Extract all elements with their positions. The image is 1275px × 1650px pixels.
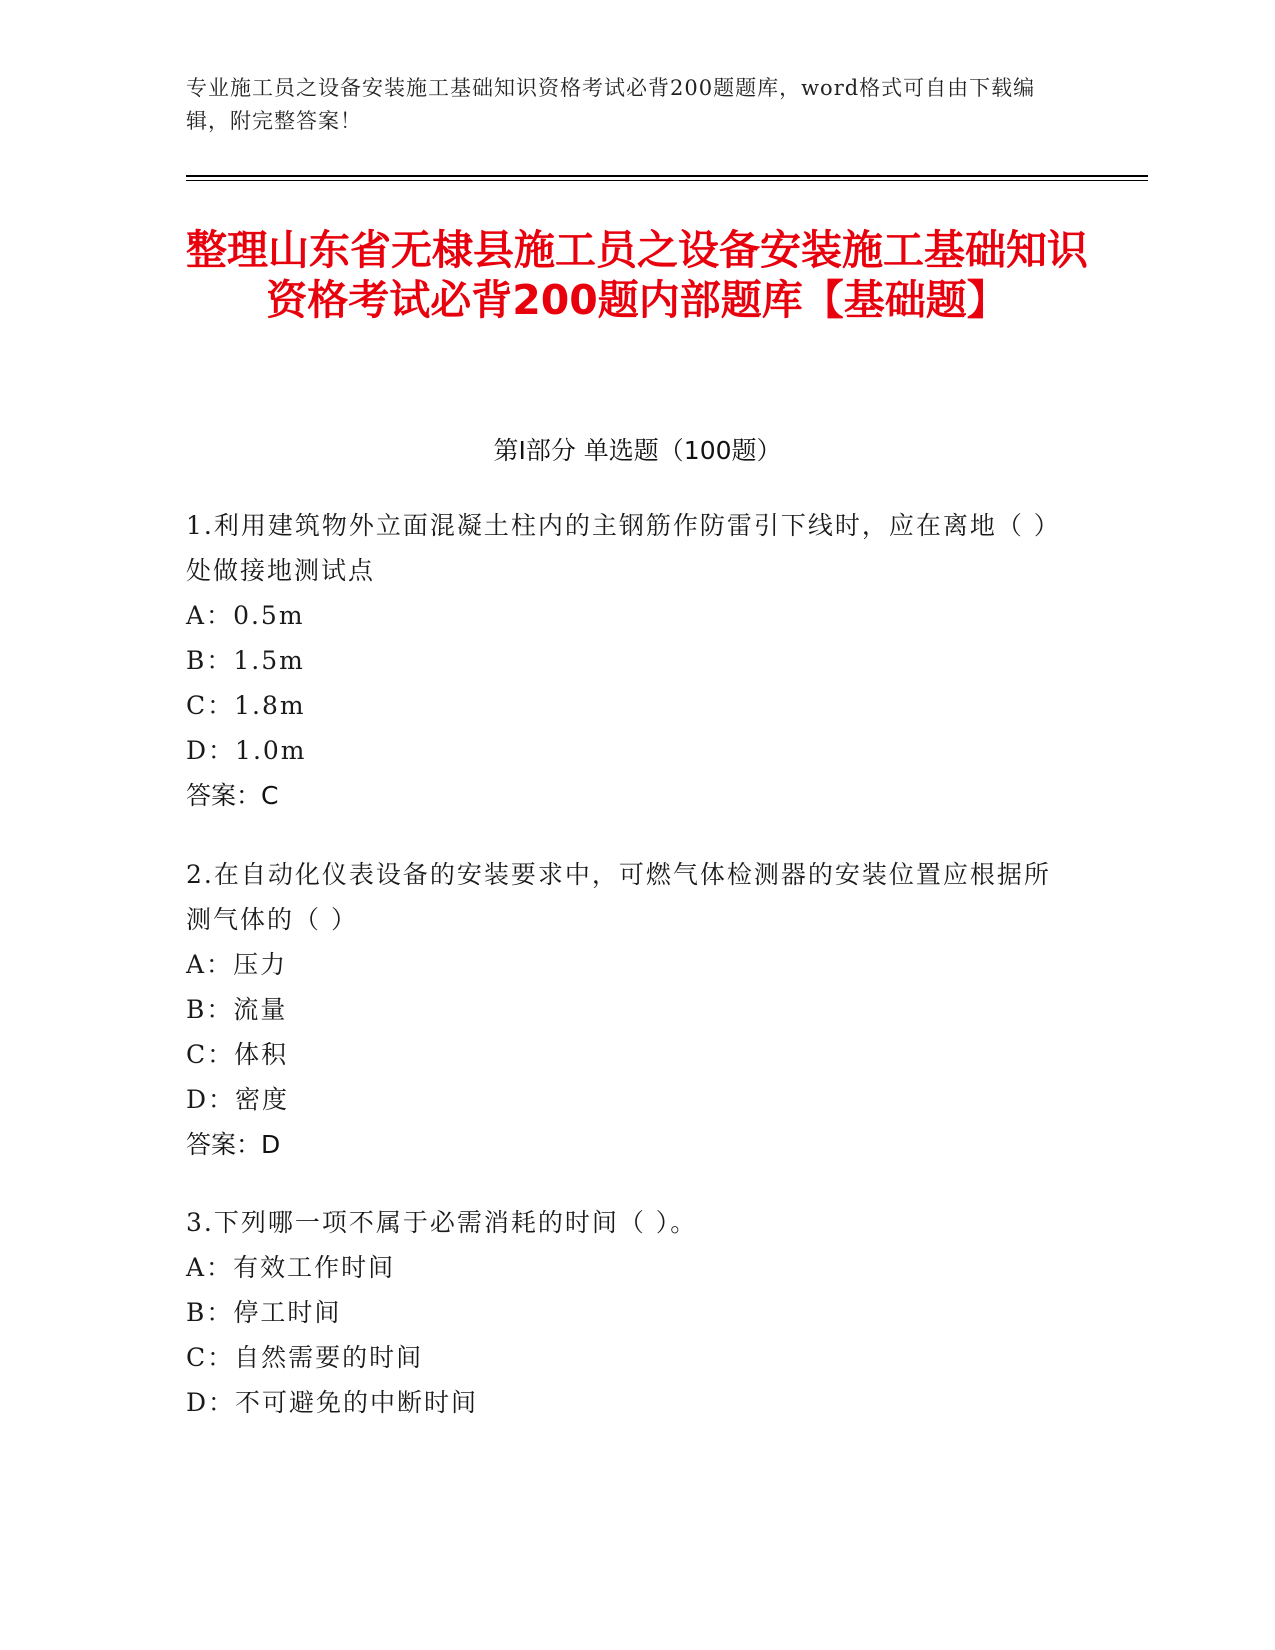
option-key: D： [186, 1085, 236, 1114]
document-title: 整理山东省无棣县施工员之设备安装施工基础知识资格考试必背200题内部题库【基础题】 [186, 226, 1088, 324]
option-text: 有效工作时间 [233, 1253, 396, 1282]
section-heading: 第I部分 单选题（100题） [493, 436, 782, 465]
answer-line [186, 1122, 1066, 1167]
option-text: 体积 [234, 1040, 289, 1069]
answer-label: 答案： [186, 781, 262, 810]
option-d [186, 1380, 1066, 1425]
question-block [186, 1200, 1066, 1425]
answer-value: D [261, 1130, 281, 1159]
question-block [186, 503, 1066, 818]
option-key: C： [186, 1040, 235, 1069]
header-note: 专业施工员之设备安装施工基础知识资格考试必背200题题库，word格式可自由下载编辑，附完整答案！ [186, 76, 1036, 133]
option-b [186, 987, 1066, 1032]
option-key: B： [186, 995, 234, 1024]
option-key: A： [186, 1253, 234, 1282]
answer-label: 答案： [186, 1130, 262, 1159]
option-a [186, 942, 1066, 987]
option-c [186, 1335, 1066, 1380]
option-text: 压力 [233, 950, 288, 979]
header-rule-thin [186, 180, 1148, 181]
option-d [186, 728, 1066, 773]
option-text: 1.5m [233, 646, 305, 675]
option-key: D： [186, 1388, 236, 1417]
option-text: 1.8m [234, 691, 306, 720]
option-text: 1.0m [235, 736, 307, 765]
option-key: C： [186, 691, 235, 720]
option-key: A： [186, 950, 234, 979]
option-c [186, 683, 1066, 728]
option-key: B： [186, 1298, 234, 1327]
option-key: D： [186, 736, 236, 765]
option-text: 自然需要的时间 [234, 1343, 424, 1372]
option-text: 不可避免的中断时间 [235, 1388, 479, 1417]
answer-value: C [261, 781, 279, 810]
option-b [186, 638, 1066, 683]
header-rule-thick [186, 175, 1148, 177]
option-text: 0.5m [233, 601, 305, 630]
question-text: 2.在自动化仪表设备的安装要求中，可燃气体检测器的安装位置应根据所测气体的（ ） [186, 860, 1051, 934]
option-b [186, 1290, 1066, 1335]
option-text: 停工时间 [233, 1298, 342, 1327]
option-a [186, 593, 1066, 638]
option-text: 流量 [233, 995, 288, 1024]
option-d [186, 1077, 1066, 1122]
question-block [186, 852, 1066, 1167]
option-c [186, 1032, 1066, 1077]
option-key: A： [186, 601, 234, 630]
question-text: 1.利用建筑物外立面混凝土柱内的主钢筋作防雷引下线时，应在离地（ ）处做接地测试点 [186, 511, 1061, 585]
option-key: B： [186, 646, 234, 675]
option-a [186, 1245, 1066, 1290]
option-key: C： [186, 1343, 235, 1372]
option-text: 密度 [235, 1085, 290, 1114]
question-text: 3.下列哪一项不属于必需消耗的时间（ ）。 [186, 1208, 698, 1237]
answer-line [186, 773, 1066, 818]
